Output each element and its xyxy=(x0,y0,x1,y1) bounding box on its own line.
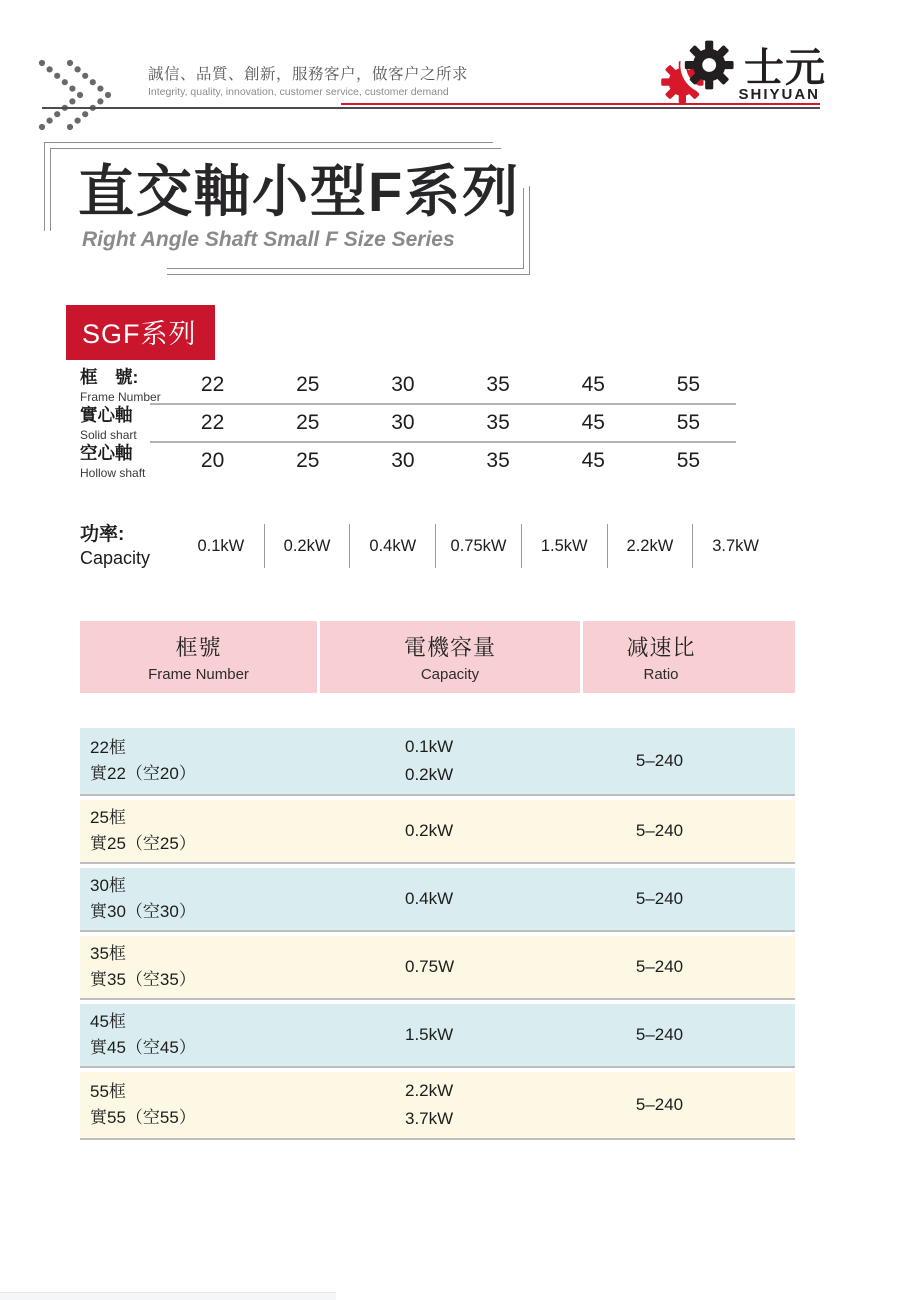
spec-row xyxy=(80,404,736,442)
frame-number: 30框 xyxy=(90,876,126,895)
table-header-en: Ratio xyxy=(643,666,679,683)
ratio-value: 5–240 xyxy=(635,957,684,976)
shaft-spec: 實45（空45） xyxy=(90,1038,196,1057)
ratio-value: 5–240 xyxy=(635,1025,684,1044)
spec-value: 35 xyxy=(486,373,510,396)
frame-cell xyxy=(80,941,317,993)
spec-values xyxy=(165,366,736,404)
ratio-cell xyxy=(580,1025,795,1045)
shaft-spec: 實35（空35） xyxy=(90,970,196,989)
chevron-dots-icon xyxy=(34,56,140,136)
capacity-line: 3.7kW xyxy=(405,1109,454,1128)
spec-row-label-en: Frame Number xyxy=(80,389,161,404)
capacity-label-en: Capacity xyxy=(80,548,151,568)
slogan-english: Integrity, quality, innovation, customer service, customer demand xyxy=(148,86,449,98)
capacity-cell xyxy=(317,817,580,845)
ratio-cell xyxy=(580,1095,795,1115)
capacity-value: 2.2kW xyxy=(607,524,693,568)
page-subtitle: Right Angle Shaft Small F Size Series xyxy=(82,228,455,251)
table-header-cell xyxy=(80,621,317,693)
frame-cell xyxy=(80,1009,317,1061)
spec-value: 22 xyxy=(200,411,225,434)
frame-number: 22框 xyxy=(90,738,126,757)
spec-value: 25 xyxy=(296,411,320,434)
capacity-cell xyxy=(317,1077,580,1133)
ratio-value: 5–240 xyxy=(635,889,684,908)
spec-value: 45 xyxy=(581,411,605,434)
spec-value: 25 xyxy=(296,449,320,472)
ratio-value: 5–240 xyxy=(635,1095,684,1114)
spec-value: 20 xyxy=(200,449,225,472)
spec-value: 55 xyxy=(676,373,701,396)
table-header-cell xyxy=(583,621,795,693)
ratio-cell xyxy=(580,751,795,771)
capacity-line: 1.5kW xyxy=(405,1025,454,1044)
spec-value: 35 xyxy=(486,449,510,472)
frame-number: 55框 xyxy=(90,1082,126,1101)
table-header-en: Frame Number xyxy=(148,666,249,683)
capacity-line: 0.2kW xyxy=(405,821,454,840)
ratio-value: 5–240 xyxy=(635,821,684,840)
spec-value: 30 xyxy=(391,449,415,472)
header-rule-gray xyxy=(42,107,820,109)
spec-row-label xyxy=(80,369,161,403)
table-header-zh: 框號 xyxy=(175,635,222,660)
spec-value: 22 xyxy=(200,373,225,396)
capacity-value: 0.1kW xyxy=(197,536,245,555)
spec-row-label xyxy=(80,407,137,441)
spec-value: 35 xyxy=(486,411,510,434)
table-row xyxy=(80,1072,795,1140)
table-row xyxy=(80,1004,795,1068)
table-row xyxy=(80,936,795,1000)
capacity-values xyxy=(178,524,778,568)
spec-values xyxy=(165,442,736,480)
shaft-spec: 實25（空25） xyxy=(90,834,196,853)
shaft-spec: 實55（空55） xyxy=(90,1108,196,1127)
frame-cell xyxy=(80,735,317,787)
capacity-value: 0.75kW xyxy=(435,524,521,568)
header-rule-red xyxy=(341,103,820,105)
table-header-zh: 電機容量 xyxy=(403,635,496,660)
spec-row-label-zh: 空心軸 xyxy=(80,443,133,463)
spec-values xyxy=(165,404,736,442)
frame-cell xyxy=(80,1079,317,1131)
spec-value: 30 xyxy=(391,373,415,396)
brand-name-chinese: 士元 xyxy=(744,46,826,90)
table-row xyxy=(80,800,795,864)
spec-table xyxy=(80,366,736,480)
spec-row-label-en: Solid shart xyxy=(80,427,137,442)
capacity-cell xyxy=(317,733,580,789)
table-row xyxy=(80,868,795,932)
capacity-label xyxy=(80,525,150,567)
spec-row-label xyxy=(80,445,145,479)
capacity-line: 2.2kW xyxy=(405,1081,454,1100)
frame-cell xyxy=(80,873,317,925)
capacity-line: 0.2kW xyxy=(405,765,454,784)
capacity-line: 0.75W xyxy=(405,957,455,976)
frame-number: 45框 xyxy=(90,1012,126,1031)
table-row xyxy=(80,728,795,796)
spec-value: 45 xyxy=(581,373,605,396)
table-header-en: Capacity xyxy=(420,666,480,683)
capacity-cell xyxy=(317,1021,580,1049)
spec-value: 25 xyxy=(296,373,320,396)
capacity-label-zh: 功率: xyxy=(80,524,125,545)
capacity-block xyxy=(80,524,780,570)
shaft-spec: 實30（空30） xyxy=(90,902,196,921)
frame-number: 25框 xyxy=(90,808,126,827)
capacity-line: 0.4kW xyxy=(405,889,454,908)
table-header-zh: 减速比 xyxy=(626,635,696,660)
footer-strip xyxy=(0,1292,336,1300)
page-title: 直交軸小型F系列 xyxy=(78,160,521,223)
capacity-value: 0.4kW xyxy=(349,524,435,568)
capacity-value: 1.5kW xyxy=(521,524,607,568)
series-badge: SGF系列 xyxy=(66,305,215,360)
ratio-table-header xyxy=(80,621,795,693)
spec-row-label-zh: 實心軸 xyxy=(80,405,133,425)
spec-value: 30 xyxy=(391,411,415,434)
spec-row xyxy=(80,442,736,480)
capacity-cell xyxy=(317,953,580,981)
capacity-value: 3.7kW xyxy=(692,524,778,568)
spec-row-label-zh: 框 號: xyxy=(80,367,139,387)
slogan-chinese: 誠信、品質、創新，服務客户，做客户之所求 xyxy=(148,66,469,83)
ratio-value: 5–240 xyxy=(635,751,684,770)
spec-value: 55 xyxy=(676,411,701,434)
spec-value: 45 xyxy=(581,449,605,472)
brand-name-english: SHIYUAN xyxy=(738,86,820,103)
ratio-cell xyxy=(580,889,795,909)
ratio-table xyxy=(80,621,795,1144)
spec-row-label-en: Hollow shaft xyxy=(80,465,146,480)
frame-cell xyxy=(80,805,317,857)
ratio-cell xyxy=(580,821,795,841)
ratio-table-body xyxy=(80,728,795,1140)
capacity-line: 0.1kW xyxy=(405,737,454,756)
capacity-value: 0.2kW xyxy=(264,524,350,568)
shaft-spec: 實22（空20） xyxy=(90,764,196,783)
ratio-cell xyxy=(580,957,795,977)
spec-row xyxy=(80,366,736,404)
table-header-cell xyxy=(320,621,580,693)
capacity-cell xyxy=(317,885,580,913)
spec-value: 55 xyxy=(676,449,701,472)
frame-number: 35框 xyxy=(90,944,126,963)
